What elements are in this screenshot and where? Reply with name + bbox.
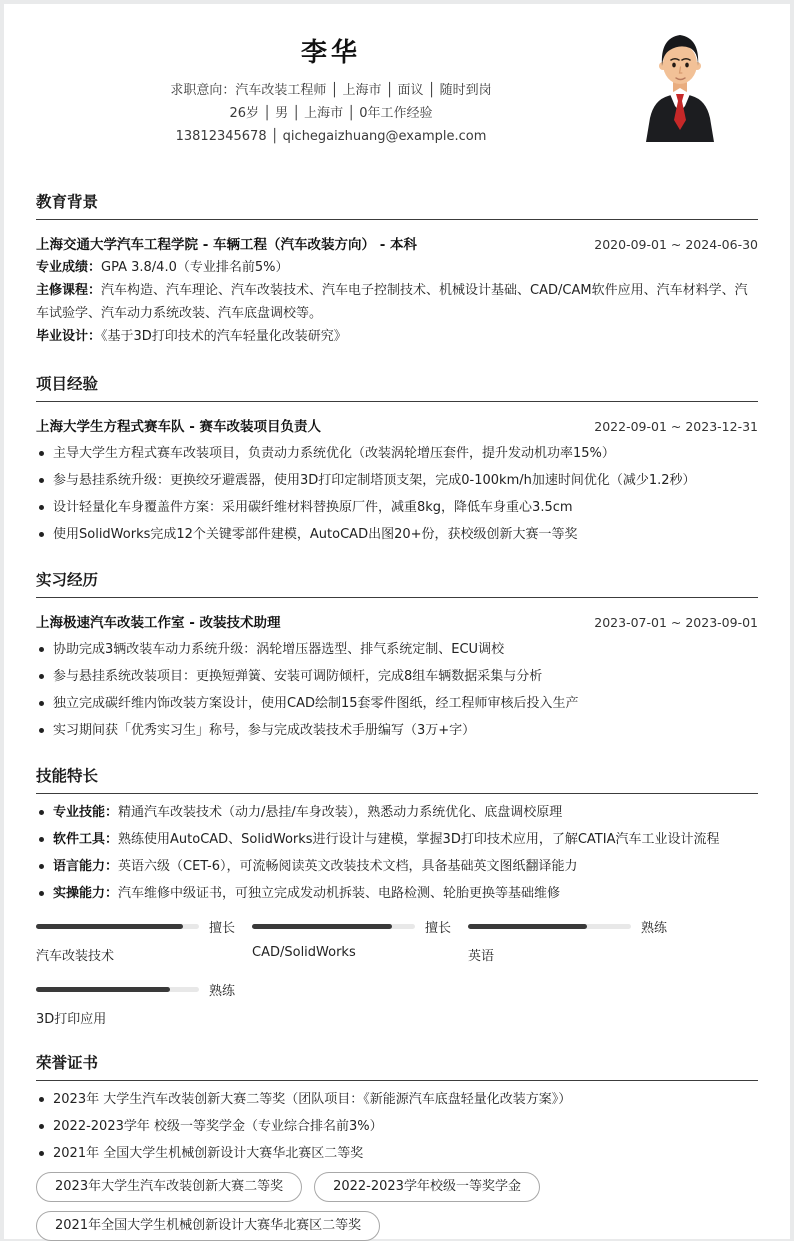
skill-bar-row — [468, 917, 684, 936]
education-detail-line — [36, 279, 758, 325]
skill-bullet-text: 精通汽车改装技术（动力/悬挂/车身改装），熟悉动力系统优化、底盘调校原理 — [118, 805, 563, 820]
detail-label: 专业成绩： — [36, 260, 102, 275]
skill-bar-fill — [36, 987, 170, 992]
basic-info-line: 26岁 │ 男 │ 上海市 │ 0年工作经验 — [229, 106, 433, 121]
skill-bar-item — [36, 917, 252, 964]
education-entry-title: 上海交通大学汽车工程学院 - 车辆工程（汽车改装方向） - 本科 — [36, 237, 418, 253]
skill-bar-row — [36, 980, 252, 999]
detail-text: GPA 3.8/4.0（专业排名前5%） — [101, 260, 289, 275]
profile-photo — [636, 22, 724, 142]
project-bullet — [36, 525, 758, 544]
internship-entry-title: 上海极速汽车改装工作室 - 改装技术助理 — [36, 615, 281, 631]
skill-bar-fill — [252, 924, 392, 929]
project-bullet-text: 设计轻量化车身覆盖件方案：采用碳纤维材料替换原厂件，减重8kg，降低车身重心3.5cm — [53, 500, 573, 515]
honor-tag-row — [36, 1172, 758, 1241]
section-internship — [36, 568, 758, 740]
project-entry-header — [36, 415, 758, 435]
skill-bullet-text: 熟练使用AutoCAD、SolidWorks进行设计与建模，掌握3D打印技术应用，了解CATIA汽车工业设计流程 — [118, 832, 720, 847]
project-bullet-text: 主导大学生方程式赛车改装项目，负责动力系统优化（改装涡轮增压套件，提升发动机功率15%） — [53, 446, 615, 461]
job-intent-line: 求职意向：汽车改装工程师 │ 上海市 │ 面议 │ 随时到岗 — [170, 83, 492, 98]
honor-bullet — [36, 1144, 758, 1163]
internship-bullet-text: 独立完成碳纤维内饰改装方案设计，使用CAD绘制15套零件图纸，经工程师审核后投入生产 — [53, 696, 579, 711]
internship-bullet — [36, 721, 758, 740]
skill-bar-track — [36, 987, 199, 992]
section-skills — [36, 764, 758, 1027]
internship-bullet — [36, 694, 758, 713]
skills-section-title: 技能特长 — [36, 764, 758, 794]
skill-bar-fill — [36, 924, 183, 929]
project-entry-title: 上海大学生方程式赛车队 - 赛车改装项目负责人 — [36, 419, 322, 435]
internship-bullet — [36, 667, 758, 686]
education-detail-line — [36, 325, 758, 348]
detail-label: 主修课程： — [36, 283, 102, 298]
internship-bullet-text: 实习期间获「优秀实习生」称号，参与完成改装技术手册编写（3万+字） — [53, 723, 476, 738]
honors-section-title: 荣誉证书 — [36, 1051, 758, 1081]
internship-section-title: 实习经历 — [36, 568, 758, 598]
project-bullet-text: 使用SolidWorks完成12个关键零部件建模，AutoCAD出图20+份，获校级创新大赛一等奖 — [53, 527, 578, 542]
honors-bullet-list — [36, 1090, 758, 1163]
resume-header — [36, 32, 758, 148]
detail-text: 汽车构造、汽车理论、汽车改装技术、汽车电子控制技术、机械设计基础、CAD/CAM软件应用、汽车材料学、汽车试验学、汽车动力系统改装、汽车底盘调校等。 — [36, 283, 748, 321]
education-detail-lines — [36, 256, 758, 348]
internship-bullet-text: 参与悬挂系统改装项目：更换短弹簧、安装可调防倾杆，完成8组车辆数据采集与分析 — [53, 669, 543, 684]
skill-bullet — [36, 803, 758, 822]
skill-bar-fill — [468, 924, 587, 929]
skill-bullet — [36, 830, 758, 849]
internship-bullet-text: 协助完成3辆改装车动力系统升级：涡轮增压器选型、排气系统定制、ECU调校 — [53, 642, 505, 657]
honor-tag: 2021年全国大学生机械创新设计大赛华北赛区二等奖 — [36, 1211, 380, 1241]
skill-level-label: 熟练 — [209, 984, 236, 999]
skill-bar-row — [252, 917, 468, 936]
project-bullet-list — [36, 444, 758, 544]
detail-label: 毕业设计： — [36, 329, 102, 344]
project-bullet-text: 参与悬挂系统升级：更换绞牙避震器，使用3D打印定制塔顶支架，完成0-100km/h加速时间优化（减少1.2秒） — [53, 473, 696, 488]
skill-bar-item — [252, 917, 468, 964]
project-bullet — [36, 471, 758, 490]
skill-level-label: 擅长 — [209, 921, 236, 936]
internship-entry-header — [36, 611, 758, 631]
skill-bar-grid — [36, 917, 758, 1027]
skill-bar-item — [468, 917, 684, 964]
project-entry-date: 2022-09-01 ~ 2023-12-31 — [594, 419, 758, 434]
skill-bar-row — [36, 917, 252, 936]
skill-bar-track — [36, 924, 199, 929]
project-section-title: 项目经验 — [36, 372, 758, 402]
honor-bullet — [36, 1090, 758, 1109]
skill-bullet-text: 汽车维修中级证书，可独立完成发动机拆装、电路检测、轮胎更换等基础维修 — [118, 886, 561, 901]
skill-bullet — [36, 857, 758, 876]
contact-line: 13812345678 │ qichegaizhuang@example.com — [175, 129, 487, 144]
skill-name-label: 英语 — [468, 949, 495, 964]
candidate-name: 李华 — [300, 38, 361, 68]
skill-level-label: 擅长 — [425, 921, 452, 936]
section-project — [36, 372, 758, 544]
skill-bullet — [36, 884, 758, 903]
skill-name-label: 3D打印应用 — [36, 1012, 107, 1027]
internship-bullet — [36, 640, 758, 659]
education-entry-header — [36, 233, 758, 253]
skill-bullet-text: 英语六级（CET-6），可流畅阅读英文改装技术文档，具备基础英文图纸翻译能力 — [118, 859, 578, 874]
education-section-title: 教育背景 — [36, 190, 758, 220]
section-education — [36, 190, 758, 348]
portrait-illustration-icon — [636, 22, 724, 142]
education-detail-line — [36, 256, 758, 279]
honor-bullet-text: 2021年 全国大学生机械创新设计大赛华北赛区二等奖 — [53, 1146, 364, 1161]
skill-bullet-label: 实操能力： — [53, 886, 119, 901]
honor-tag: 2022-2023学年校级一等奖学金 — [314, 1172, 540, 1202]
skill-bullet-label: 软件工具： — [53, 832, 119, 847]
skill-bullet-label: 语言能力： — [53, 859, 119, 874]
section-honors — [36, 1051, 758, 1241]
internship-bullet-list — [36, 640, 758, 740]
skill-name-label: 汽车改装技术 — [36, 949, 115, 964]
resume-page — [4, 4, 790, 1239]
honor-tag: 2023年大学生汽车改装创新大赛二等奖 — [36, 1172, 302, 1202]
skill-bar-track — [252, 924, 415, 929]
skill-bar-item — [36, 980, 252, 1027]
education-entry-date: 2020-09-01 ~ 2024-06-30 — [594, 237, 758, 252]
skills-bullet-list — [36, 803, 758, 903]
honor-bullet-text: 2022-2023学年 校级一等奖学金（专业综合排名前3%） — [53, 1119, 383, 1134]
project-bullet — [36, 498, 758, 517]
skill-bar-track — [468, 924, 631, 929]
detail-text: 《基于3D打印技术的汽车轻量化改装研究》 — [101, 329, 347, 344]
skill-level-label: 熟练 — [641, 921, 668, 936]
skill-bullet-label: 专业技能： — [53, 805, 119, 820]
project-bullet — [36, 444, 758, 463]
header-text-block — [36, 32, 626, 148]
honor-bullet — [36, 1117, 758, 1136]
skill-name-label: CAD/SolidWorks — [252, 945, 356, 960]
honor-bullet-text: 2023年 大学生汽车改装创新大赛二等奖（团队项目：《新能源汽车底盘轻量化改装方案》） — [53, 1092, 572, 1107]
internship-entry-date: 2023-07-01 ~ 2023-09-01 — [594, 615, 758, 630]
